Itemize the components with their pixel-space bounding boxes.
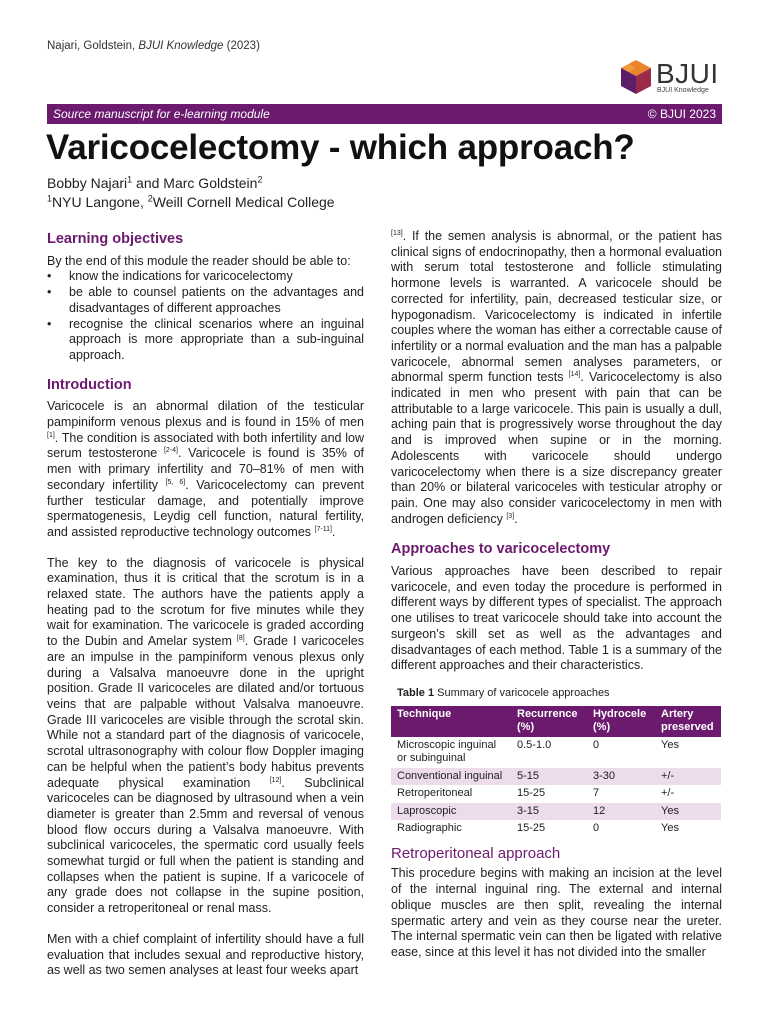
introduction-heading: Introduction [47, 376, 132, 393]
intro-paragraph-1: Varicocele is an abnormal dilation of the testicular pampiniform venous plexus and is found in 15% of men [1]. The condition is associated with both infertility and low serum testosterone [2-4]. Varicocele is found is 35% of men with primary infertility and 70–81% of men with secondary infertility [5, 6]. Varicocelectomy can prevent further testicular damage, and potentially improve spermatogenesis, Leydig cell function, natural fertility, and assisted reproductive technology outcomes [7-11]. [47, 399, 364, 539]
article-title: Varicocelectomy - which approach? [46, 128, 635, 167]
left-column [47, 228, 364, 994]
list-item: • recognise the clinical scenarios where an inguinal approach is more appropriate than a sub-inguinal approach. [47, 317, 364, 364]
citation-line [47, 40, 260, 52]
header-banner [47, 104, 722, 124]
logo-text: BJUI [656, 58, 719, 89]
right-column [391, 229, 722, 976]
table-row: Laproscopic 3-15 12 Yes [391, 803, 721, 821]
col-header-hydrocele: Hydrocele (%) [587, 706, 655, 737]
table-header-row [391, 706, 721, 737]
table-caption: Table 1 Summary of varicocele approaches [397, 686, 610, 699]
table-row: Microscopic inguinal or subinguinal 0.5-1.0 0 Yes [397, 738, 679, 765]
indications-paragraph: [13]. If the semen analysis is abnormal, or the patient has clinical signs of endocrinopathy, then a hormonal evaluation with serum total testosterone and follicle stimulating hormone levels is warranted. A varicocele should be corrected for infertility, pain, decreased testicular size, or hypogonadism. Varicocelectomy is indicated in infertile couples where the woman has either a correctable cause of infertility or a normal evaluation and the man has a palpable varicocele, abnormal semen analyses parameters, or abnormal sperm function tests [14]. Varicocelectomy is also indicated in men who present with pain that can be attributable to a large varicocele. This pain is usually a dull, aching pain that is progressively worse throughout the day and is improved when supine or in the morning. Adolescents with varicocele should undergo varicocelectomy when there is a size discrepancy greater than 20% or bilateral varicoceles with testicular atrophy or pain. One may also consider varicocelectomy in men with androgen deficiency [3]. [391, 229, 722, 526]
objectives-list [47, 269, 364, 363]
retroperitoneal-heading: Retroperitoneal approach [391, 844, 561, 862]
logo-subtext: BJUI Knowledge [657, 87, 709, 94]
approaches-heading: Approaches to varicocelectomy [391, 541, 611, 558]
col-header-artery: Artery preserved [655, 706, 721, 737]
author-names: Bobby Najari$^1$ and Marc Goldstein$^2$ [47, 174, 263, 191]
approaches-paragraph: Various approaches have been described to repair varicocele, and even today the procedure is performed in different ways by different types of specialist. The approach one utilises to treat varicocele should take into account the surgeon’s skill set as well as the advantages and disadvantages of each method. Table 1 is a summary of the different approaches and their characteristics. [391, 564, 722, 673]
retroperitoneal-paragraph: This procedure begins with making an incision at the level of the internal inguinal ring. The external and internal oblique muscles are then split, revealing the internal spermatic artery and vein as they course near the ureter. The internal spermatic vein can then be ligated with relative ease, since at this level it has not divided into the smaller [391, 866, 722, 959]
learning-objectives-heading: Learning objectives [47, 231, 184, 247]
col-header-recurrence: Recurrence (%) [511, 706, 587, 737]
approaches-table [391, 706, 721, 838]
intro-paragraph-2: The key to the diagnosis of varicocele is physical examination, thus it is critical that the scrotum is in a relaxed state. The authors have the patients apply a heating pad to the scrotum for five minutes while they wait for examination. The varicocele is graded according to the Dubin and Amelar system [8]. Grade I varicoceles are an impulse in the pampiniform venous plexus only during a Valsalva manoeuvre done in the upright position. Grade II varicoceles are dilated and/or tortuous veins that are palpable without Valsalva manoeuvre. Grade III varicoceles are visible through the scrotal skin. While not a standard part of the diagnosis of varicocele, scrotal ultrasonography with colour flow Doppler imaging can be helpful when the patient’s body habitus prevents adequate physical examination [12]. Subclinical varicoceles can be diagnosed by ultrasound when a vein diameter is greater than 2.5mm and reversal of venous blood flow occurs during a Valsalva manoeuvre. With subclinical varicoceles, the spermatic cord usually feels somewhat turgid or full when the patient is standing and collapses when the patient is supine. If a varicocele of any grade does not collapse in the supine position, consider a retroperitoneal or renal mass. [47, 555, 364, 916]
author-affiliations: $^1$NYU Langone, $^2$Weill Cornell Medical College [47, 193, 335, 210]
col-header-technique: Technique [391, 706, 511, 737]
banner-left-text: Source manuscript for e-learning module [53, 107, 270, 121]
bjui-logo [619, 58, 729, 98]
learning-intro: By the end of this module the reader should be able to: [47, 253, 351, 268]
table-row: Radiographic 15-25 0 Yes [397, 822, 679, 835]
citation-year: (2023) [226, 40, 260, 52]
logo-cube-icon [619, 58, 653, 96]
list-item: • know the indications for varicocelectomy [47, 269, 364, 285]
intro-paragraph-3: Men with a chief complaint of infertility should have a full evaluation that includes sexual and reproductive history, as well as two semen analyses at least four weeks apart [47, 931, 364, 978]
authors-block [47, 174, 335, 212]
banner-copyright: © BJUI 2023 [647, 107, 716, 121]
list-item: • be able to counsel patients on the advantages and disadvantages of different approaches [47, 285, 364, 316]
citation-authors: Najari, Goldstein, [47, 40, 136, 52]
table-row: Retroperitoneal 15-25 7 +/- [397, 787, 675, 800]
citation-journal: BJUI Knowledge [138, 40, 224, 52]
table-row: Conventional inguinal 5-15 3-30 +/- [391, 768, 721, 786]
